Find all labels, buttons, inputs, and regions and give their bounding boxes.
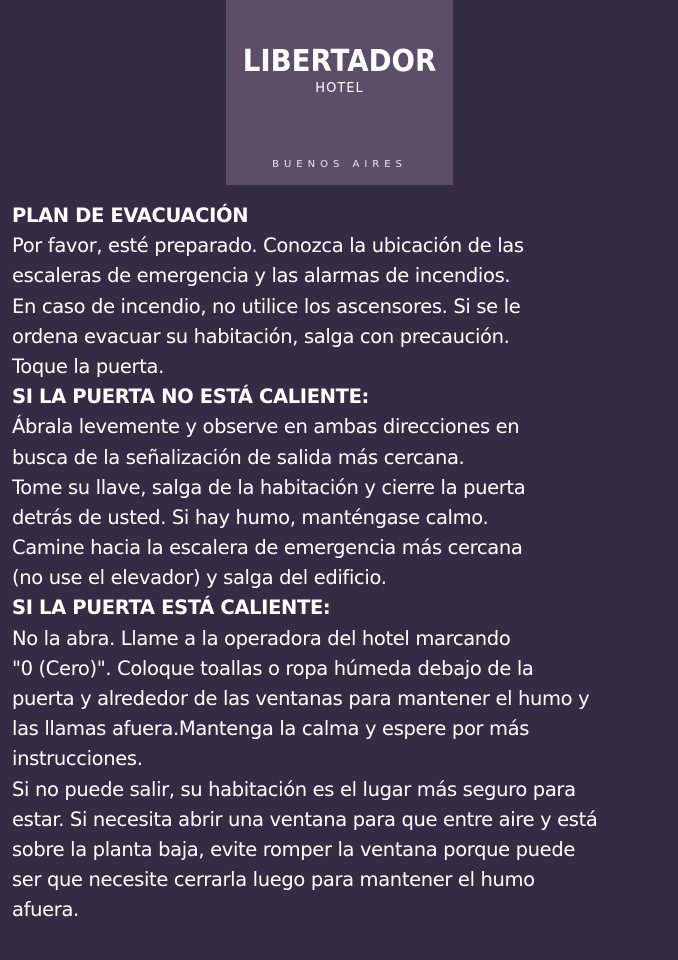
text-line: estar. Si necesita abrir una ventana para que entre aire y está: [12, 807, 598, 831]
logo-subtitle: HOTEL: [315, 81, 364, 96]
text-line: Tome su llave, salga de la habitación y cierre la puerta: [12, 475, 526, 499]
text-line: ser que necesite cerrarla luego para mantener el humo: [12, 868, 535, 892]
text-line: Ábrala levemente y observe en ambas direcciones en: [12, 415, 520, 439]
text-line: No la abra. Llame a la operadora del hotel marcando: [12, 626, 511, 650]
logo-city: BUENOS AIRES: [272, 159, 407, 170]
text-line: (no use el elevador) y salga del edificio.: [12, 566, 387, 590]
text-line: Toque la puerta.: [12, 354, 164, 378]
text-line: "0 (Cero)". Coloque toallas o ropa húmeda debajo de la: [12, 656, 534, 680]
text-line: afuera.: [12, 898, 79, 922]
text-line: puerta y alrededor de las ventanas para mantener el humo y: [12, 687, 590, 710]
hotel-logo: [226, 0, 453, 185]
section-heading: PLAN DE EVACUACIÓN: [12, 204, 249, 227]
section-heading: SI LA PUERTA ESTÁ CALIENTE:: [12, 596, 331, 620]
logo-name: LIBERTADOR: [242, 44, 437, 79]
text-line: escaleras de emergencia y las alarmas de incendios.: [12, 264, 511, 288]
text-line: detrás de usted. Si hay humo, manténgase calmo.: [12, 505, 489, 529]
text-line: sobre la planta baja, evite romper la ventana porque puede: [12, 837, 575, 861]
text-line: busca de la señalización de salida más cercana.: [12, 445, 465, 469]
text-line: Camine hacia la escalera de emergencia más cercana: [12, 536, 523, 560]
text-line: las llamas afuera.Mantenga la calma y espere por más: [12, 717, 530, 741]
section-heading: SI LA PUERTA NO ESTÁ CALIENTE:: [12, 385, 370, 409]
text-line: Si no puede salir, su habitación es el lugar más seguro para: [12, 777, 576, 801]
evacuation-plan-text: [12, 201, 676, 926]
text-line: Por favor, esté preparado. Conozca la ubicación de las: [12, 234, 524, 258]
text-line: En caso de incendio, no utilice los ascensores. Si se le: [12, 294, 521, 318]
text-line: instrucciones.: [12, 747, 143, 771]
text-line: ordena evacuar su habitación, salga con precaución.: [12, 324, 510, 348]
